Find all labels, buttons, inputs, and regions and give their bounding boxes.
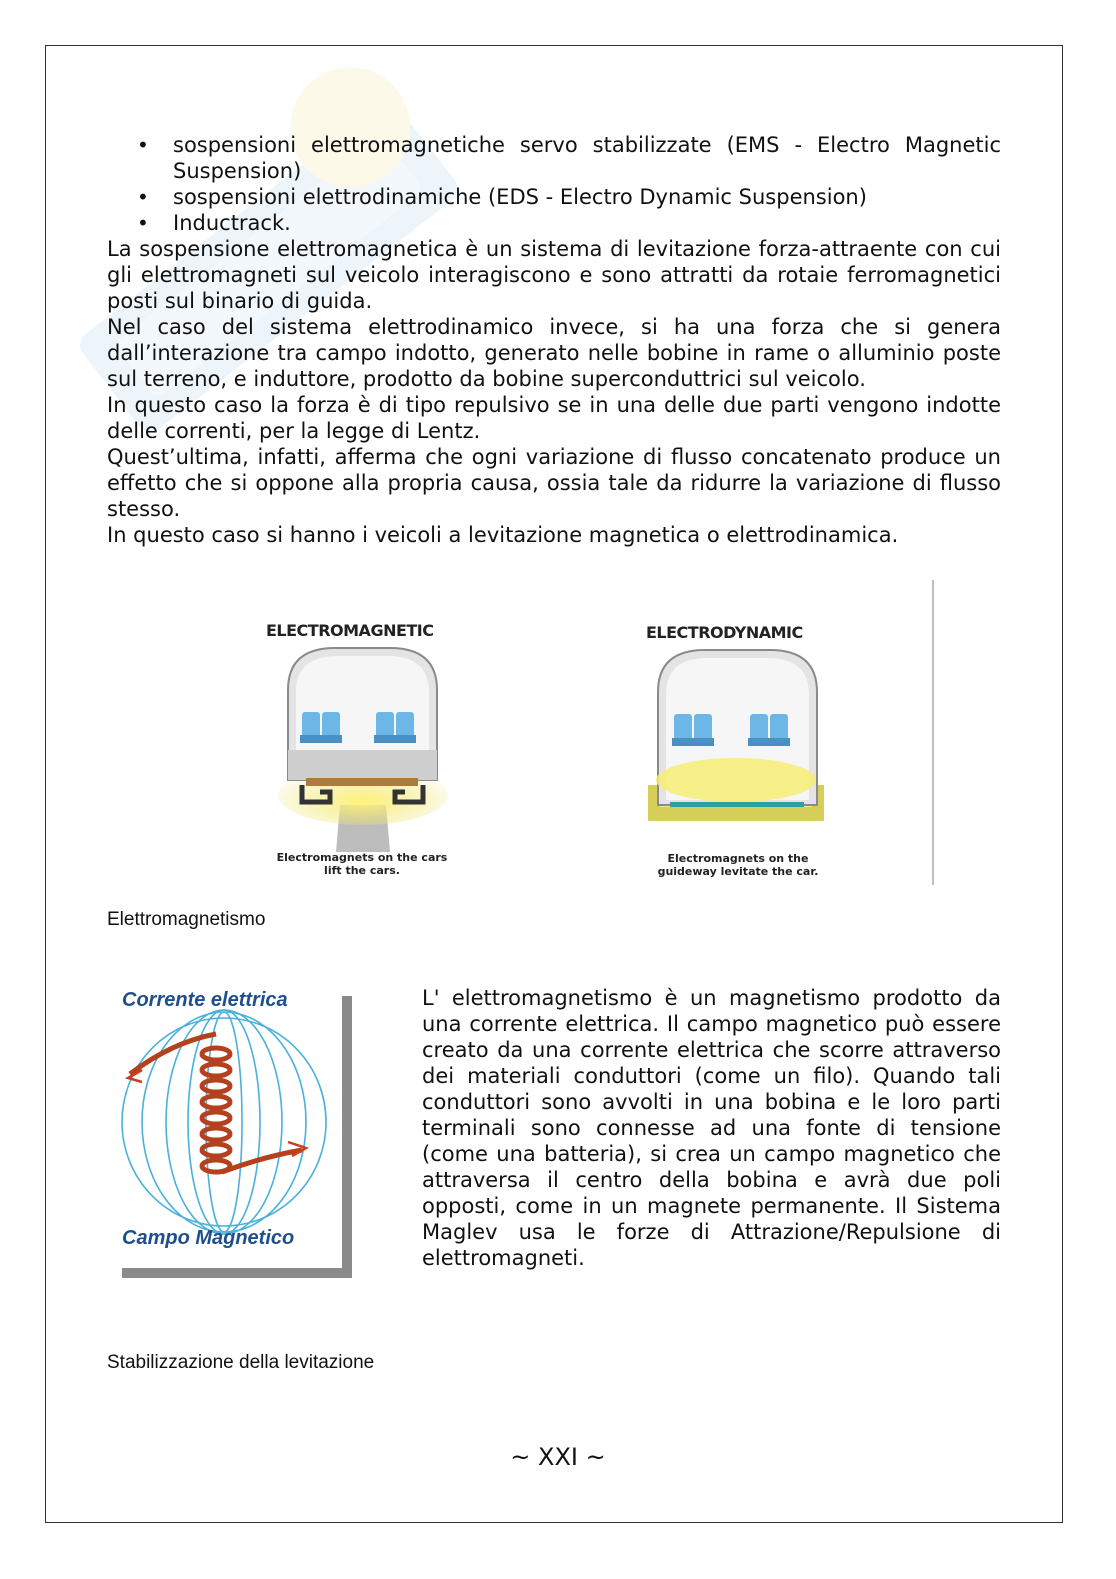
coil-figure	[112, 982, 357, 1282]
electromagnetic-caption-2: lift the cars.	[324, 864, 400, 877]
electromagnetism-description	[422, 985, 1001, 1271]
coil-bottom-label: Campo Magnetico	[122, 1227, 295, 1249]
maglev-figure	[240, 580, 940, 890]
page-number: ~ XXI ~	[510, 1443, 606, 1471]
electromagnetic-caption-1: Electromagnets on the cars	[276, 851, 448, 864]
paragraph: L' elettromagnetismo è un magnetismo prodotto da una corrente elettrica. Il campo magnetico può essere creato da una corrente elettrica che scorre attraverso dei materiali conduttori (come un filo). Quando tali conduttori sono avvolti in una bobina e le loro parti terminali sono connesse ad una fonte di tensione (come una batteria), si crea un campo magnetico che attraversa il centro della bobina e avrà due poli opposti, come in un magnete permanente. Il Sistema Maglev usa le forze di Attrazione/Repulsione di elettromagneti.	[422, 986, 1001, 1270]
paragraph: Quest’ultima, infatti, afferma che ogni variazione di flusso concatenato produce un effetto che si oppone alla propria causa, ossia tale da ridurre la variazione di flusso stesso.	[107, 445, 1001, 521]
section-heading-stabilization: Stabilizzazione della levitazione	[107, 1352, 375, 1373]
paragraph: Nel caso del sistema elettrodinamico invece, si ha una forza che si genera dall’interazione tra campo indotto, generato nelle bobine in rame o alluminio poste sul terreno, e induttore, prodotto da bobine superconduttrici sul veicolo.	[107, 315, 1001, 391]
electrodynamic-title: ELECTRODYNAMIC	[646, 623, 803, 642]
list-item: • sospensioni elettromagnetiche servo stabilizzate (EMS - Electro Magnetic Suspension)	[107, 132, 1001, 184]
electrodynamic-caption-1: Electromagnets on the	[667, 852, 809, 865]
list-item: • Inductrack.	[107, 210, 1001, 236]
paragraph: In questo caso la forza è di tipo repulsivo se in una delle due parti vengono indotte delle correnti, per la legge di Lentz.	[107, 393, 1001, 443]
main-text	[107, 132, 1001, 548]
section-heading-electromagnetism: Elettromagnetismo	[107, 909, 266, 930]
coil-top-label: Corrente elettrica	[122, 989, 288, 1011]
paragraph: La sospensione elettromagnetica è un sistema di levitazione forza-attraente con cui gli elettromagneti sul veicolo interagiscono e sono attratti da rotaie ferromagnetici posti sul binario di guida.	[107, 237, 1001, 313]
suspension-types-list	[107, 132, 1001, 236]
list-item: • sospensioni elettrodinamiche (EDS - Electro Dynamic Suspension)	[107, 184, 1001, 210]
electrodynamic-diagram	[648, 650, 824, 821]
paragraph: In questo caso si hanno i veicoli a levitazione magnetica o elettrodinamica.	[107, 523, 899, 547]
electromagnetic-title: ELECTROMAGNETIC	[266, 621, 434, 640]
electrodynamic-caption-2: guideway levitate the car.	[657, 865, 819, 878]
electromagnetic-diagram	[278, 648, 448, 852]
